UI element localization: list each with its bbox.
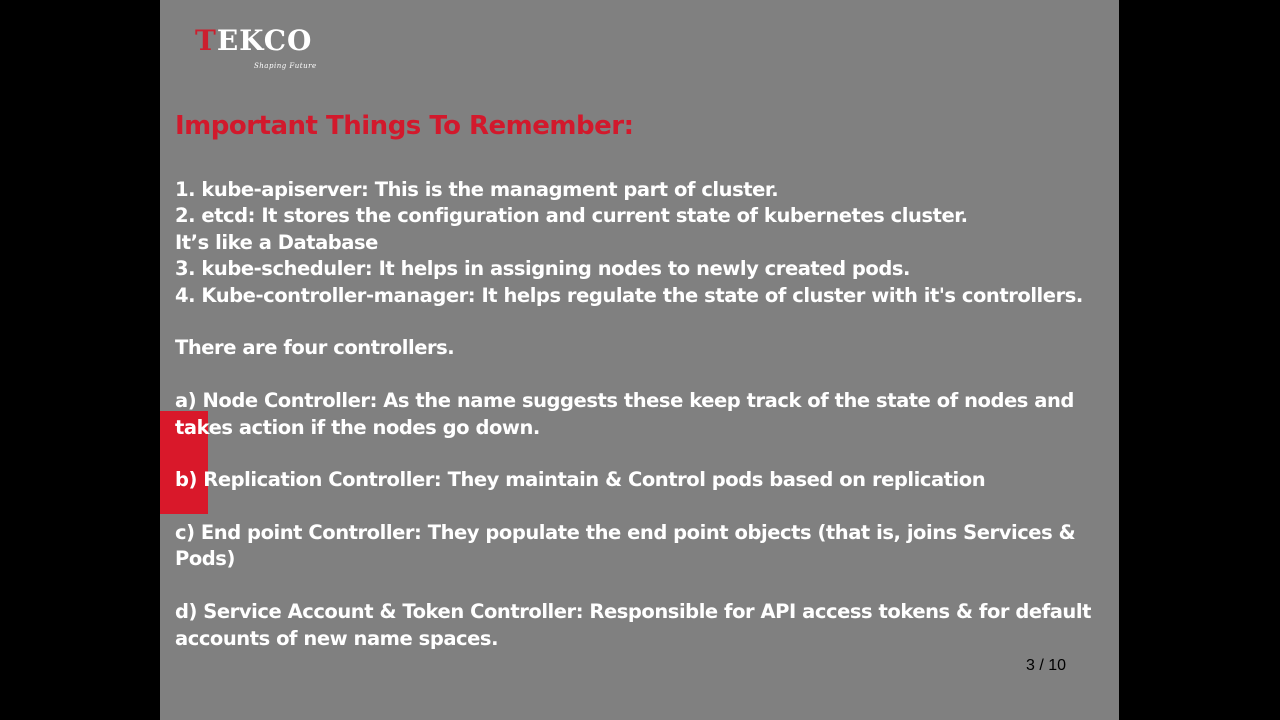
controller-item-endpoint-cont: Pods) — [175, 547, 235, 571]
page-counter: 3 / 10 — [1026, 657, 1067, 674]
controller-item-endpoint: c) End point Controller: They populate the end point objects (that is, joins Services & — [175, 521, 1076, 545]
company-logo — [195, 24, 325, 76]
component-item: 3. kube-scheduler: It helps in assigning nodes to newly created pods. — [175, 257, 911, 281]
slide — [160, 0, 1119, 720]
component-item: It’s like a Database — [175, 230, 378, 254]
spacer — [175, 309, 1119, 335]
spacer — [175, 441, 1119, 467]
slide-heading: Important Things To Remember: — [175, 111, 634, 141]
logo-rest: EKCO — [216, 24, 313, 57]
component-item: 2. etcd: It stores the configuration and current state of kubernetes cluster. — [175, 204, 968, 228]
component-item: 1. kube-apiserver: This is the managment part of cluster. — [175, 178, 779, 201]
controller-item-replication: b) Replication Controller: They maintain & Control pods based on replication — [175, 468, 986, 492]
logo-wordmark — [195, 24, 325, 58]
controller-item-node-cont: takes action if the nodes go down. — [175, 415, 540, 439]
slide-body — [175, 177, 1119, 652]
spacer — [175, 362, 1119, 388]
controllers-intro: There are four controllers. — [175, 336, 455, 360]
spacer — [175, 573, 1119, 599]
logo-first-letter: T — [195, 24, 217, 57]
spacer — [175, 494, 1119, 520]
controller-item-node: a) Node Controller: As the name suggests these keep track of the state of nodes and — [175, 389, 1074, 413]
component-item: 4. Kube-controller-manager: It helps regulate the state of cluster with it's controllers. — [175, 283, 1083, 307]
controller-item-service-account-cont: accounts of new name spaces. — [175, 626, 499, 650]
controller-item-service-account: d) Service Account & Token Controller: Responsible for API access tokens & for default — [175, 600, 1091, 624]
logo-tagline: Shaping Future — [254, 62, 317, 70]
